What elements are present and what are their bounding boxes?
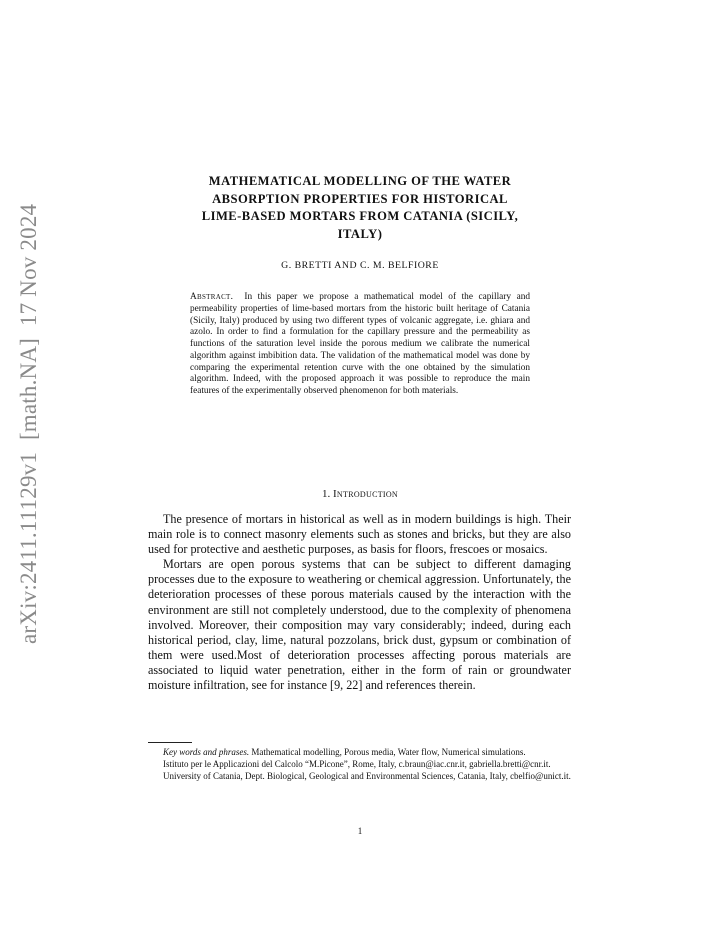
authors: G. BRETTI AND C. M. BELFIORE [281,260,439,271]
arxiv-identifier-stamp: arXiv:2411.11129v1 [math.NA] 17 Nov 2024 [16,203,41,644]
title-line: ABSORPTION PROPERTIES FOR HISTORICAL [212,191,508,206]
keywords-label: Key words and phrases. [163,747,250,757]
footnote-rule [148,742,192,743]
affiliation-footnote: University of Catania, Dept. Biological, Geological and Environmental Sciences, Catania, Italy, cbelfio@unict.it. [163,771,571,782]
paper-title [150,173,570,243]
paragraph: The presence of mortars in historical as well as in modern buildings is high. Their main role is to connect masonry elements such as stones and bricks, but they are also used for protective and aesthetic purposes, as basis for floors, frescoes or mosaics. [148,512,571,557]
keywords-footnote [148,746,571,758]
section-heading [150,488,570,500]
section-title: Introduction [332,488,399,500]
title-line: ITALY) [337,226,383,241]
keywords-text: Mathematical modelling, Porous media, Water flow, Numerical simulations. [251,747,526,757]
affiliation-footnote: Istituto per le Applicazioni del Calcolo “M.Picone”, Rome, Italy, c.braun@iac.cnr.it, gabriella.bretti@cnr.it. [163,759,551,770]
footnotes [148,746,571,783]
title-line: LIME-BASED MORTARS FROM CATANIA (SICILY, [201,209,519,223]
section-number: 1. [321,488,331,500]
abstract-text: In this paper we propose a mathematical model of the capillary and permeability properties of lime-based mortars from the historic built heritage of Catania (Sicily, Italy) produced by using two different types of volcanic aggregate, i.e. ghiara and azolo. In order to find a formulation for the capillary pressure and the permeability as functions of the saturation level inside the porous medium we calibrate the numerical algorithm against imbibition data. The validation of the mathematical model was done by comparing the experimental retention curve with the one obtained by the simulation algorithm. Indeed, with the proposed approach it was possible to reproduce the main features of the experimentally observed phenomenon for both materials. [190,292,530,396]
body-text [148,512,571,693]
paragraph: Mortars are open porous systems that can be subject to different damaging processes due to the exposure to weathering or chemical aggression. Unfortunately, the deterioration processes of these porous materials caused by the interaction with the environment are still not completely understood, due to the complexity of phenomena involved. Moreover, their composition may vary considerably; indeed, during each historical period, clay, lime, natural pozzolans, brick dust, gypsum or combination of them were used.Most of deterioration processes affecting porous materials are associated to liquid water penetration, either in the form of rain or groundwater moisture infiltration, see for instance [9, 22] and references therein. [148,557,571,693]
page-number: 1 [357,826,363,836]
abstract-label: Abstract. [190,292,234,302]
abstract [190,292,530,398]
title-line: MATHEMATICAL MODELLING OF THE WATER [208,174,512,188]
